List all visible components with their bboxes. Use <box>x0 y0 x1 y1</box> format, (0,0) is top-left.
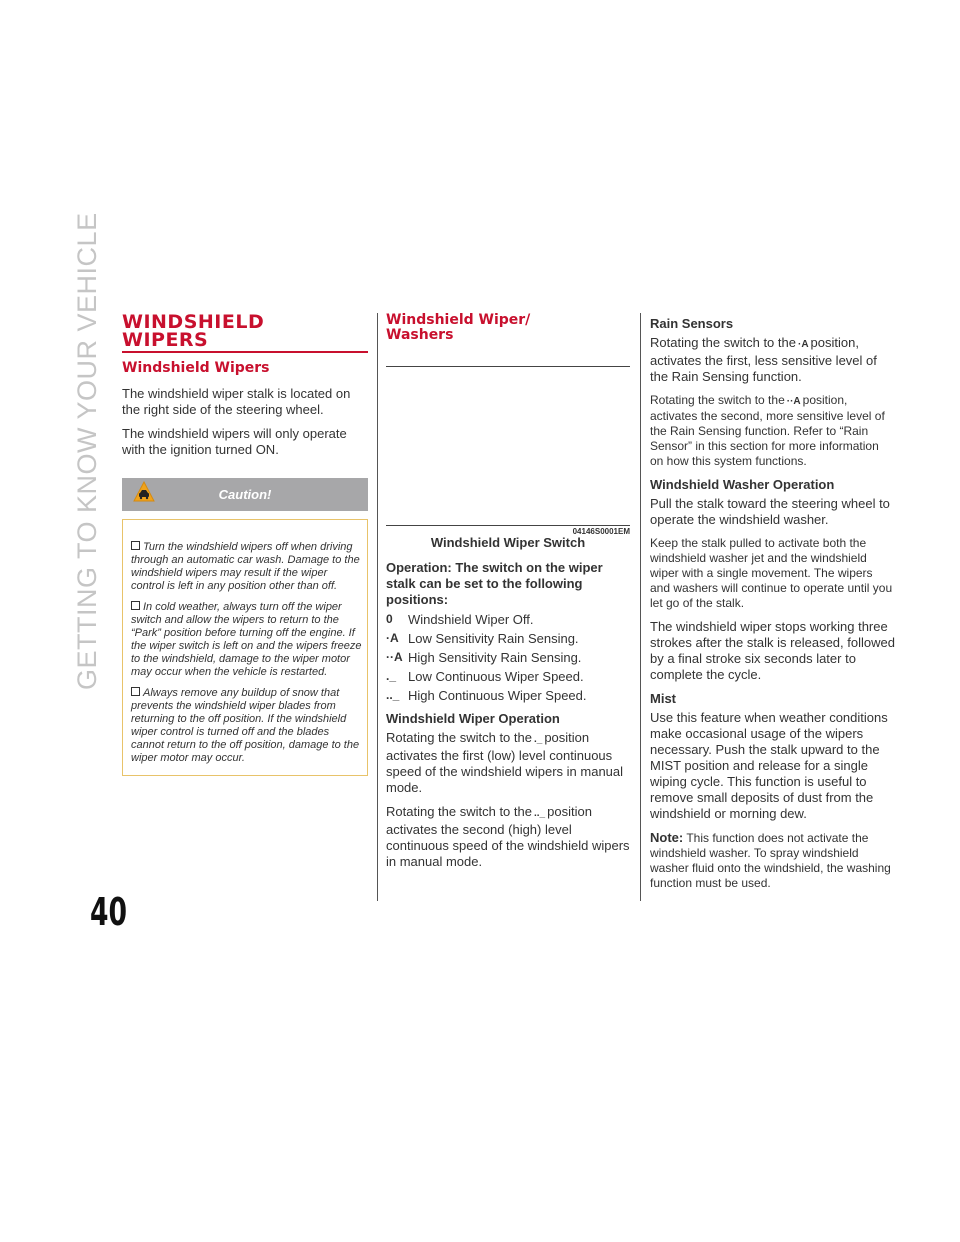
section-side-title: GETTING TO KNOW YOUR VEHICLE <box>72 212 102 690</box>
washer-paragraph-3: The windshield wiper stops working three strokes after the stalk is released, followed by a final stroke six seconds later to complete the cycle. <box>650 619 895 682</box>
section-title-line1: WINDSHIELD <box>122 311 265 333</box>
position-label: Low Continuous Wiper Speed. <box>408 669 584 684</box>
figure-image-area <box>386 367 630 525</box>
caution-item <box>131 687 363 765</box>
caution-header <box>122 478 368 511</box>
rain-sensors-paragraph-2 <box>650 393 895 469</box>
checkbox-bullet-icon <box>131 601 140 610</box>
column-3 <box>650 313 895 899</box>
text: position, activates the second, more sensitive level of the Rain Sensing function. Refer to “Rain Sensor” in this section for more information on how this system functions. <box>650 393 885 468</box>
washer-paragraph-2: Keep the stalk pulled to activate both the windshield washer jet and the windshield wiper with a single movement. The wipers and washers will continue to operate until you let go of the stalk. <box>650 536 893 610</box>
column-2 <box>386 313 630 878</box>
text: position activates the second (high) level continuous speed of the windshield wipers in manual mode. <box>386 804 630 869</box>
wiper-low-speed-icon: ._ <box>533 734 543 745</box>
subsection-title-wipers-washers <box>386 313 630 343</box>
figure-caption: Windshield Wiper Switch <box>430 535 586 550</box>
mist-heading: Mist <box>650 691 676 706</box>
intro-paragraph-2: The windshield wipers will only operate with the ignition turned ON. <box>122 426 347 457</box>
wiper-high-speed-icon: .._ <box>533 808 546 819</box>
position-label: Low Sensitivity Rain Sensing. <box>408 631 579 646</box>
wiper-off-icon: 0 <box>386 612 393 626</box>
subsection-title-line1: Windshield Wiper/ <box>386 312 531 328</box>
rain-sense-high-icon: ··A <box>786 396 801 407</box>
position-label: High Continuous Wiper Speed. <box>408 688 587 703</box>
wiper-operation-paragraph-1 <box>386 730 630 796</box>
text: Rotating the switch to the <box>386 730 532 745</box>
mist-paragraph: Use this feature when weather conditions make occasional usage of the wipers necessary. Push the stalk upward to the MIST position and release for a single wiping cycle. This function is useful to remove small deposits of dust from the windshield or morning dew. <box>650 710 888 821</box>
page-number: 40 <box>90 890 128 934</box>
rain-sense-low-icon: ·A <box>386 631 399 645</box>
rain-sensors-heading: Rain Sensors <box>650 316 734 331</box>
subsection-title: Windshield Wipers <box>122 360 270 376</box>
column-divider <box>640 313 641 901</box>
wiper-operation-paragraph-2 <box>386 804 630 870</box>
text: position activates the first (low) level continuous speed of the windshield wipers in manual mode. <box>386 730 624 795</box>
position-label: Windshield Wiper Off. <box>408 612 534 627</box>
text: Rotating the switch to the <box>650 335 796 350</box>
wiper-high-speed-icon: .._ <box>386 688 400 702</box>
figure-bottom-rule <box>386 525 630 526</box>
checkbox-bullet-icon <box>131 687 140 696</box>
position-list <box>386 610 630 705</box>
note-label: Note: <box>650 830 684 845</box>
text: position, activates the first, less sensitive level of the Rain Sensing function. <box>650 335 877 384</box>
section-title <box>122 313 368 349</box>
caution-box <box>122 519 368 776</box>
column-divider <box>377 313 378 901</box>
title-underline <box>122 351 368 353</box>
checkbox-bullet-icon <box>131 541 140 550</box>
section-title-line2: WIPERS <box>122 329 209 351</box>
figure-code: 04146S0001EM <box>572 527 630 536</box>
list-item <box>386 667 630 686</box>
washer-operation-heading: Windshield Washer Operation <box>650 477 835 492</box>
wiper-operation-heading: Windshield Wiper Operation <box>386 711 560 726</box>
caution-item-text: Turn the windshield wipers off when driving through an automatic car wash. Damage to the windshield wipers may result if the wiper control is left in any position other than off. <box>131 541 360 592</box>
wiper-low-speed-icon: ._ <box>386 669 397 683</box>
text: Rotating the switch to the <box>650 393 785 407</box>
rain-sense-high-icon: ··A <box>386 650 403 664</box>
rain-sense-low-icon: ·A <box>797 339 809 350</box>
position-label: High Sensitivity Rain Sensing. <box>408 650 582 665</box>
intro-paragraph-1: The windshield wiper stalk is located on the right side of the steering wheel. <box>122 386 351 417</box>
list-item <box>386 648 630 667</box>
caution-title: Caution! <box>218 487 272 502</box>
list-item <box>386 686 630 705</box>
washer-paragraph-1: Pull the stalk toward the steering wheel to operate the windshield washer. <box>650 496 890 527</box>
text: Rotating the switch to the <box>386 804 532 819</box>
subsection-title-line2: Washers <box>386 327 454 343</box>
note-paragraph <box>650 830 895 891</box>
list-item <box>386 610 630 629</box>
operation-intro: Operation: The switch on the wiper stalk can be set to the following positions: <box>386 560 603 607</box>
caution-item <box>131 601 363 679</box>
rain-sensors-paragraph-1 <box>650 335 895 385</box>
list-item <box>386 629 630 648</box>
caution-item-text: Always remove any buildup of snow that prevents the windshield wiper blades from returning to the off position. If the windshield wiper control is turned off and the blades cannot return to the off position, damage to the wiper motor may occur. <box>131 687 360 764</box>
caution-item <box>131 541 363 593</box>
caution-item-text: In cold weather, always turn off the wiper switch and allow the wipers to return to the “Park” position before turning off the engine. If the wiper switch is left on and the wipers freeze to the windshield, damage to the wiper motor may occur when the vehicle is restarted. <box>131 601 362 678</box>
column-1 <box>122 313 368 776</box>
note-text: This function does not activate the windshield washer. To spray windshield washer fluid onto the windshield, the washing function must be used. <box>650 831 891 890</box>
